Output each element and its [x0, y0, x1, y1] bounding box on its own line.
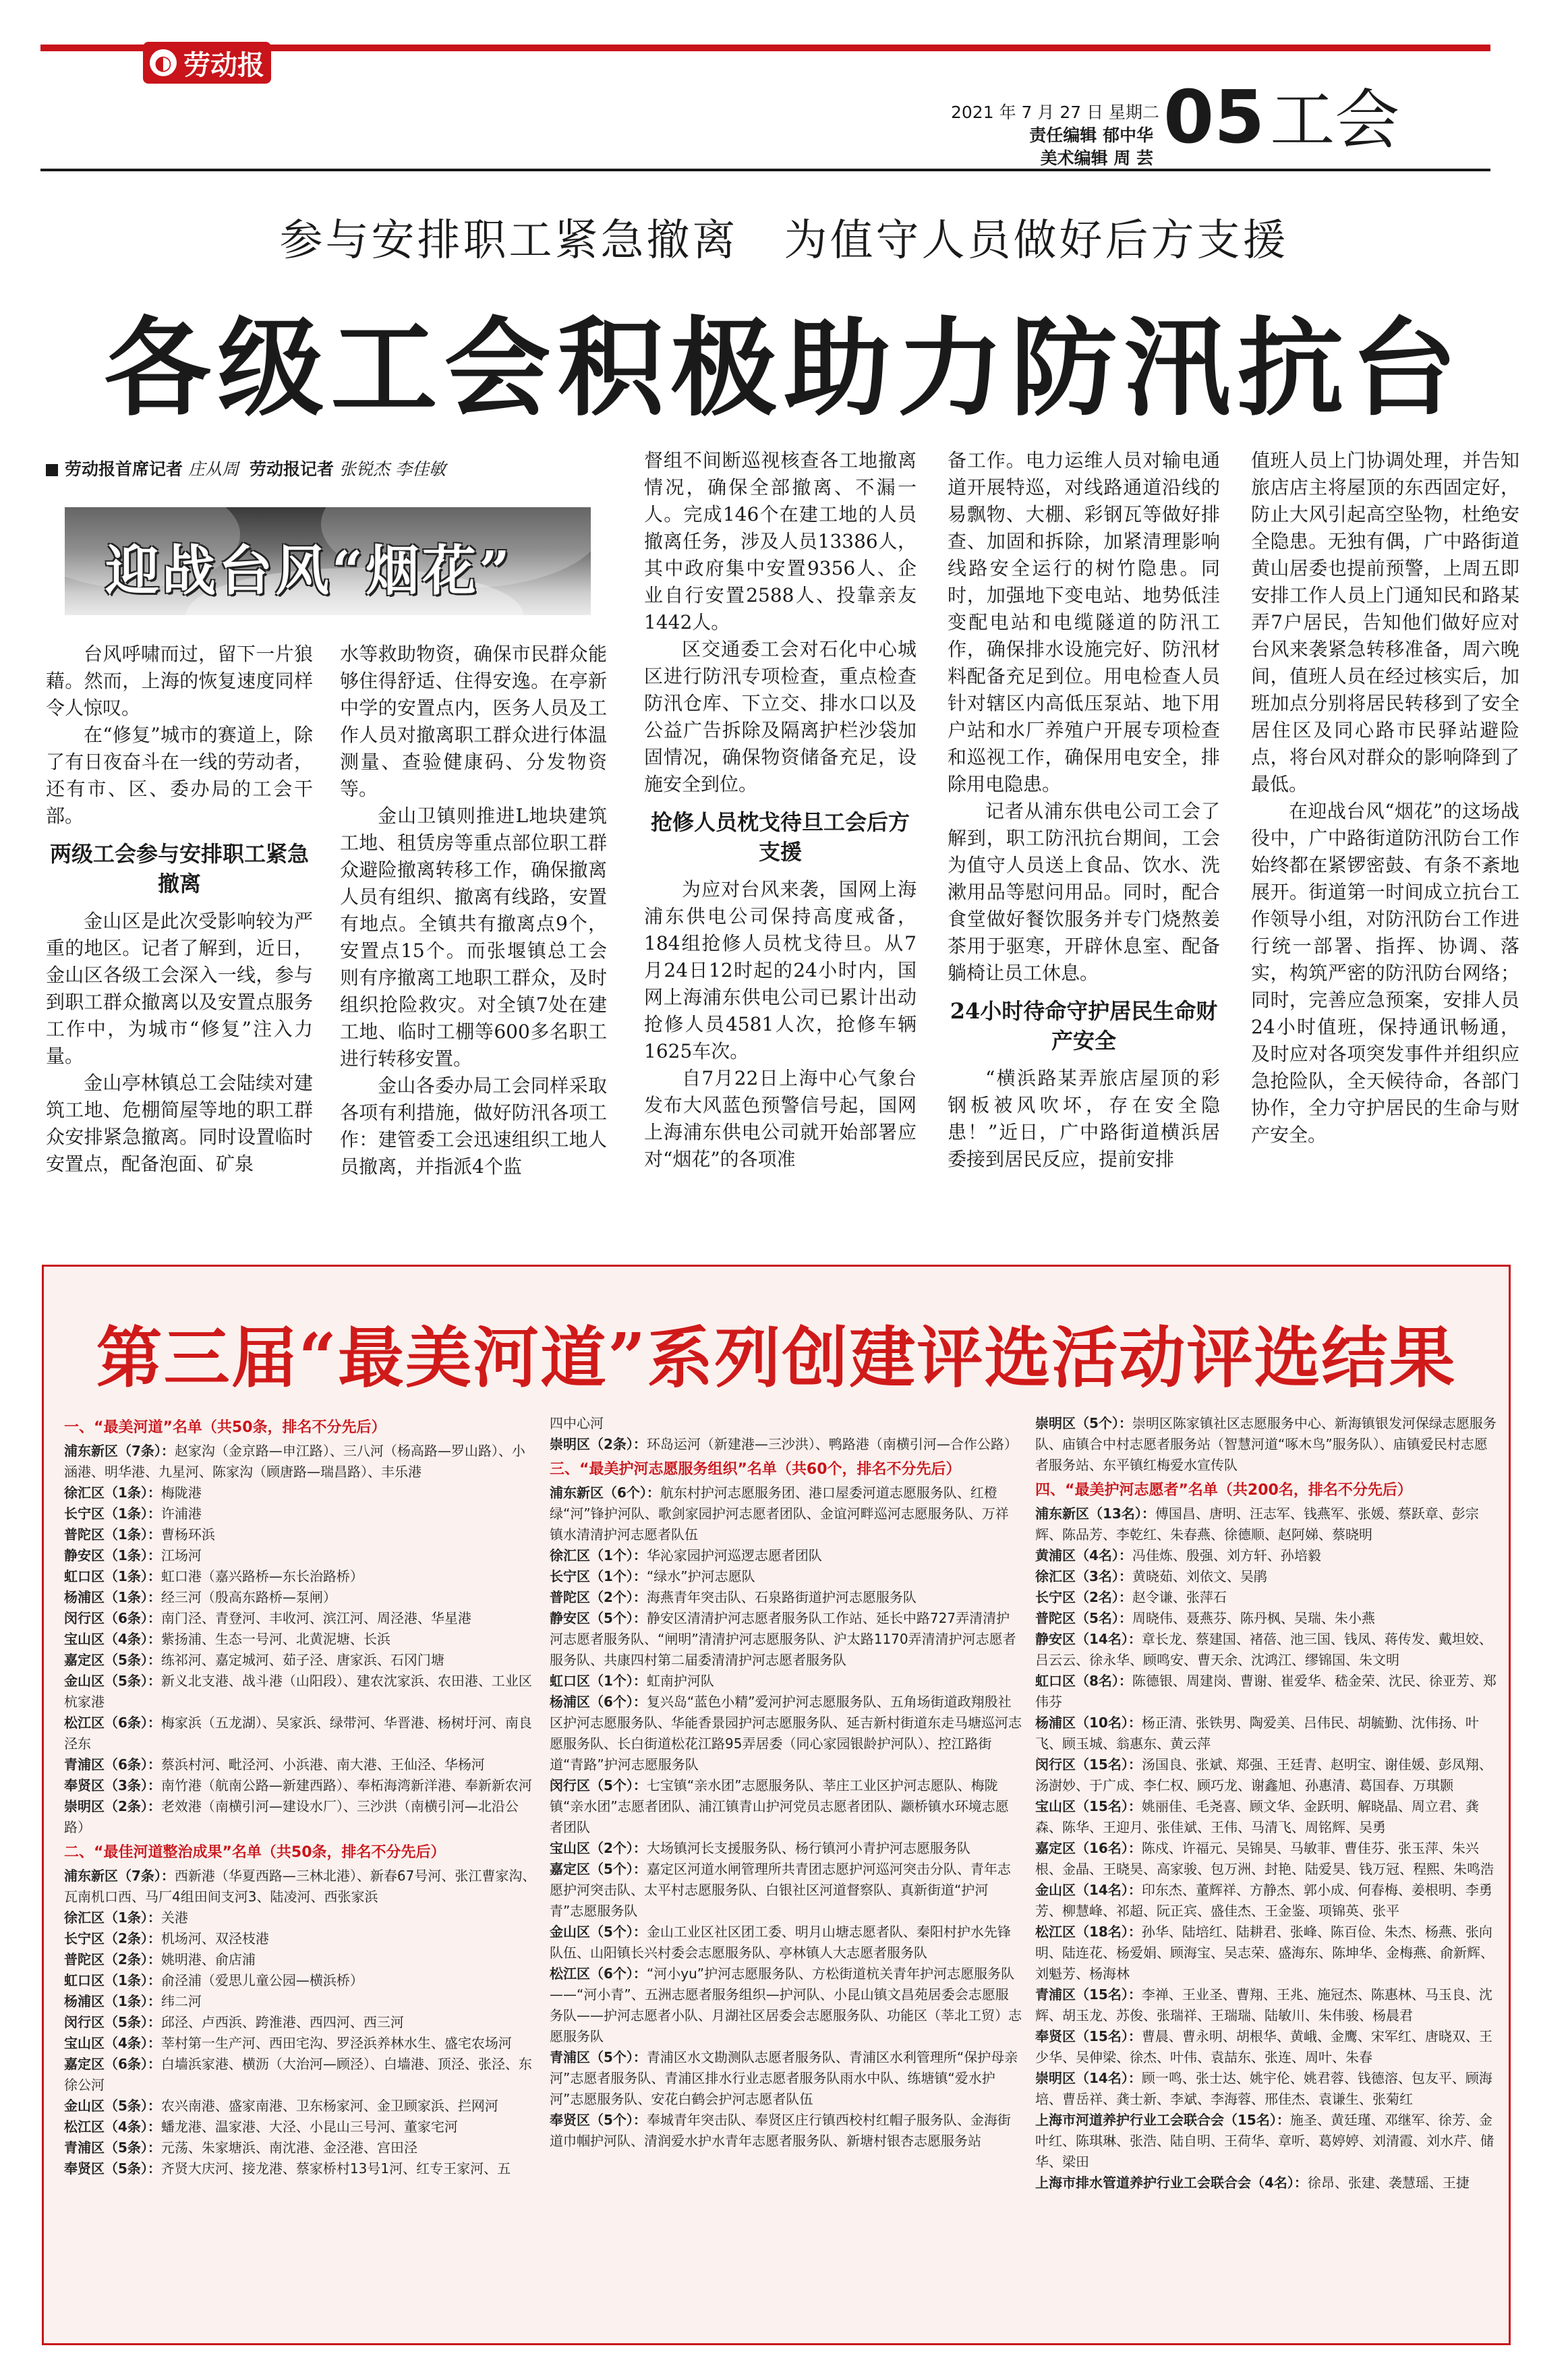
entry-list: 蟠龙港、温家港、大泾、小昆山三号河、董家宅河 [161, 2119, 458, 2135]
results-entry [64, 1587, 536, 1608]
entry-list: 江场河 [161, 1547, 202, 1563]
entry-list: 崇明区陈家镇社区志愿服务中心、新海镇银发河保绿志愿服务队、庙镇合中村志愿者服务站（智慧河道“啄木鸟”服务队）、庙镇爱民村志愿者服务站、东平镇红梅爱水宣传队 [1035, 1415, 1497, 1473]
results-entry [64, 1608, 536, 1629]
section-heading: 24小时待命守护居民生命财产安全 [950, 998, 1218, 1054]
district-label: 徐汇区（1个）： [550, 1547, 647, 1563]
district-label: 松江区（6条）： [64, 1715, 161, 1731]
results-entry [550, 1671, 1022, 1692]
district-label: 静安区（5个）： [550, 1610, 647, 1626]
entry-list: 章长龙、蔡建国、褚蓓、池三国、钱凤、蒋传发、戴坦姣、吕云云、徐永华、顾鸣安、曹天余、沈鸿江、缪锦国、朱文明 [1035, 1631, 1492, 1668]
results-entry [1035, 2110, 1501, 2173]
art-editor-credit: 美术编辑 周 芸 [1040, 148, 1153, 168]
district-label: 青浦区（6条）： [64, 1756, 161, 1773]
results-entry [64, 2158, 536, 2179]
page-number: 05 [1163, 76, 1265, 160]
entry-list: 奉城青年突击队、奉贤区庄行镇西校村红帽子服务队、金海街道巾帼护河队、清润爱水护水青年志愿者服务队、新塘村银杏志愿服务站 [550, 2112, 1011, 2149]
district-label: 虹口区（8名）： [1035, 1673, 1132, 1689]
article-subhead: 参与安排职工紧急撤离 为值守人员做好后方支援 [279, 216, 1289, 266]
results-section-heading: 二、“最佳河道整治成果”名单（共50条，排名不分先后） [64, 1844, 446, 1861]
district-label: 奉贤区（5条）： [64, 2160, 161, 2177]
district-label: 松江区（4条）： [64, 2119, 161, 2135]
district-label: 金山区（5个）： [550, 1924, 647, 1940]
results-entry [64, 1545, 536, 1566]
results-entry [1035, 1796, 1501, 1838]
entry-list: 曹杨环浜 [161, 1526, 215, 1543]
results-entry [64, 1866, 536, 1907]
district-label: 松江区（6个）： [550, 1965, 647, 1982]
paragraph: 备工作。电力运维人员对输电通道开展特巡，对线路通道沿线的易飘物、大棚、彩钢瓦等做好排查、加固和拆除，加紧清理影响线路安全运行的树竹隐患。同时，加强地下变电站、地势低洼变配电站和电缆隧道的防汛工作，确保排水设施完好、防汛材料配备充足到位。用电检查人员针对辖区内高低压泵站、地下用户站和水厂养殖户开展专项检查和巡视工作，确保用电安全，排除用电隐患。 [948, 449, 1220, 795]
district-label: 奉贤区（5个）： [550, 2112, 647, 2128]
results-section-heading: 四、“最美护河志愿者”名单（共200名，排名不分先后） [1035, 1482, 1412, 1499]
entry-list: 新义北支港、战斗港（山阳段）、建农沈家浜、农田港、工业区杭家港 [64, 1673, 532, 1710]
entry-list: 傅国昌、唐明、汪志军、钱燕军、张媛、蔡跃章、彭宗辉、陈品芳、李乾红、朱春燕、徐德顺、赵阿娣、蔡晓明 [1035, 1505, 1479, 1543]
entry-list: 练祁河、嘉定城河、茹子泾、唐家浜、石冈门塘 [161, 1652, 444, 1668]
edition-info [951, 101, 1160, 170]
results-entry [1035, 1671, 1501, 1713]
district-label: 崇明区（14名）： [1035, 2070, 1142, 2086]
section-name: 工会 [1270, 82, 1400, 158]
entry-list: 虹口港（嘉兴路桥—东长治路桥） [161, 1568, 364, 1584]
district-label: 普陀区（1条）： [64, 1526, 161, 1543]
paragraph: 为应对台风来袭，国网上海浦东供电公司保持高度戒备，184组抢修人员枕戈待旦。从7月24日12时起的24小时内，国网上海浦东供电公司已累计出动抢修人员4581人次，抢修车辆1625车次。 [644, 878, 917, 1062]
paragraph: 记者从浦东供电公司工会了解到，职工防汛抗台期间，工会为值守人员送上食品、饮水、洗漱用品等慰问用品。同时，配合食堂做好餐饮服务并专门烧熬姜茶用于驱寒，开辟休息室、配备躺椅让员工休息。 [948, 800, 1220, 984]
byline-name-2: 张锐杰 李佳敏 [339, 459, 446, 479]
district-label: 徐汇区（1条）： [64, 1909, 161, 1926]
results-entry [550, 1608, 1022, 1671]
entry-list: 施圣、黄廷瑾、邓继军、徐芳、金叶红、陈琪琳、张浩、陆自明、王荷华、章听、葛婷婷、刘清霞、刘水芹、储华、梁田 [1035, 2112, 1494, 2170]
district-label: 虹口区（1条）： [64, 1568, 161, 1584]
entry-list: 航东村护河志愿服务团、港口屋委河道志愿服务队、红橙绿“河”锋护河队、歌剑家园护河志愿者团队、金谊河畔巡河志愿服务队、万祥镇水清清护河志愿者队伍 [550, 1485, 1009, 1543]
results-entry [64, 2117, 536, 2137]
paragraph: 金山各委办局工会同样采取各项有利措施，做好防汛各项工作：建管委工会迅速组织工地人员撤离，并指派4个监 [340, 1074, 607, 1178]
district-label: 普陀区（2条）： [64, 1951, 161, 1967]
paragraph: 金山亭林镇总工会陆续对建筑工地、危棚简屋等地的职工群众安排紧急撤离。同时设置临时安置点，配备泡面、矿泉 [46, 1072, 313, 1175]
results-entry [64, 2012, 536, 2033]
results-entry [64, 2054, 536, 2096]
district-label: 长宁区（2条）： [64, 1930, 161, 1947]
entry-list: 孙华、陆培红、陆耕君、张峰、陈百俭、朱杰、杨燕、张向明、陆连花、杨爱娟、顾海宝、吴志荣、盛海东、陈坤华、金梅燕、俞新辉、刘魁芳、杨海林 [1035, 1924, 1494, 1982]
entry-list: 机场河、双泾枝港 [161, 1930, 269, 1947]
entry-list: 复兴岛“蓝色小精”爱河护河志愿服务队、五角场街道政翔殷社区护河志愿服务队、华能香景园护河志愿服务队、延吉新村街道东走马塘巡河志愿服务队、长白街道松花江路95弄居委（同心家园银龄护河队）、控江路街道“青路”护河志愿服务队 [550, 1694, 1022, 1773]
district-label: 长宁区（1个）： [550, 1568, 647, 1584]
results-entry-continuation: 四中心河 [550, 1415, 604, 1431]
entry-list: 邱泾、卢西浜、跨淮港、西四河、西三河 [161, 2014, 404, 2030]
district-label: 杨浦区（1条）： [64, 1993, 161, 2009]
entry-list: 环岛运河（新建港—三沙洪）、鸭路港（南横引河—合作公路） [646, 1436, 1018, 1452]
district-label: 崇明区（2条）： [550, 1436, 647, 1452]
district-label: 徐汇区（1条）： [64, 1485, 161, 1501]
entry-list: 南竹港（航南公路—新建西路）、奉柘海湾新洋港、奉新新农河 [161, 1777, 532, 1793]
entry-list: 关港 [161, 1909, 188, 1926]
district-label: 青浦区（5个）： [550, 2049, 647, 2065]
article-headline: 各级工会积极助力防汛抗台 [104, 306, 1464, 431]
results-entry [1035, 1838, 1501, 1880]
district-label: 嘉定区（5个）： [550, 1861, 647, 1877]
results-entry [550, 1483, 1022, 1545]
entry-list: 华沁家园护河巡逻志愿者团队 [646, 1547, 822, 1563]
district-label: 长宁区（1条）： [64, 1505, 161, 1522]
district-label: 奉贤区（3条）： [64, 1777, 161, 1793]
results-section-heading: 三、“最美护河志愿服务组织”名单（共60个，排名不分先后） [550, 1461, 961, 1478]
district-label: 普陀区（5名）： [1035, 1610, 1132, 1626]
entry-list: “河小yu”护河志愿服务队、方松街道杭关青年护河志愿服务队——“河小青”、五洲志愿者服务组织—护河队、小昆山镇文昌苑居委会志愿服务队——护河志愿者小队、月湖社区居委会志愿服务队、功能区（莘北工贸）志愿服务队 [550, 1965, 1022, 2044]
entry-list: 黄晓茹、刘依文、吴鹃 [1132, 1568, 1267, 1584]
entry-list: 西新港（华夏西路—三林北港）、新春67号河、张江曹家沟、瓦南机口西、马厂4组田间支河3、陆凌河、西张家浜 [64, 1868, 536, 1905]
district-label: 杨浦区（6个）： [550, 1694, 647, 1710]
entry-list: 梅陇港 [161, 1485, 202, 1501]
results-entry [1035, 1608, 1501, 1629]
results-entry [1035, 1713, 1501, 1754]
entry-list: 印东杰、董辉祥、方静杰、郭小成、何春梅、姜根明、李勇芳、柳慧峰、祁超、阮正宾、盛佳杰、王金鉴、项锦英、张平 [1035, 1882, 1492, 1919]
entry-list: 汤国良、张斌、郑强、王廷青、赵明宝、谢佳媛、彭凤翔、汤澍妙、于广成、李仁权、顾巧龙、谢鑫旭、孙惠清、葛国春、万琪颢 [1035, 1756, 1492, 1793]
district-label: 闵行区（6条）： [64, 1610, 161, 1626]
district-label: 长宁区（2名）： [1035, 1589, 1132, 1605]
entry-list: 陈德银、周建岗、曹谢、崔爱华、嵇金荣、沈民、徐亚芳、郑伟芬 [1035, 1673, 1497, 1710]
entry-list: 嘉定区河道水闸管理所共青团志愿护河巡河突击分队、青年志愿护河突击队、太平村志愿服务队、白银社区河道督察队、真新街道“护河青”志愿服务队 [550, 1861, 1011, 1919]
entry-list: 俞泾浦（爱思儿童公园—横浜桥） [161, 1972, 364, 1988]
results-entry [64, 1713, 536, 1754]
results-entry [1035, 1545, 1501, 1566]
results-entry [550, 1775, 1022, 1838]
results-entry [64, 1566, 536, 1587]
results-entry [64, 1483, 536, 1503]
district-label: 松江区（18名）： [1035, 1924, 1142, 1940]
results-entry [64, 1907, 536, 1928]
results-entry [1035, 1984, 1501, 2026]
paragraph: 值班人员上门协调处理，并告知旅店店主将屋顶的东西固定好，防止大风引起高空坠物，杜绝安全隐患。无独有偶，广中路街道黄山居委也提前预警，上周五即安排工作人员上门通知民和路某弄7户居民，告知他们做好应对台风来袭紧急转移准备，周六晚间，值班人员在经过核实后，加班加点分别将居民转移到了安全居住区及同心路市民驿站避险点，将台风对群众的影响降到了最低。 [1251, 449, 1519, 795]
district-label: 静安区（1条）： [64, 1547, 161, 1563]
district-label: 青浦区（15名）： [1035, 1986, 1142, 2003]
results-entry [550, 1587, 1022, 1608]
byline-name-1: 庄从周 [188, 459, 239, 479]
entry-list: 蔡浜村河、毗泾河、小浜港、南大港、王仙泾、华杨河 [161, 1756, 485, 1773]
entry-list: 曹晨、曹永明、胡根华、黄峨、金鹰、宋军红、唐晓双、王少华、吴伸梁、徐杰、叶伟、袁喆东、张连、周叶、朱春 [1035, 2028, 1492, 2065]
results-entry [64, 1991, 536, 2012]
entry-list: 冯佳炼、殷强、刘方轩、孙培毅 [1132, 1547, 1321, 1563]
district-label: 金山区（14名）： [1035, 1882, 1142, 1898]
entry-list: 海燕青年突击队、石泉路街道护河志愿服务队 [646, 1589, 917, 1605]
results-entry [64, 1629, 536, 1650]
results-entry [550, 2110, 1022, 2152]
district-label: 金山区（5条）： [64, 1673, 161, 1689]
paragraph: 区交通委工会对石化中心城区进行防汛专项检查，重点检查防汛仓库、下立交、排水口以及公益广告拆除及隔离护栏沙袋加固情况，确保物资储备充足，设施安全到位。 [644, 638, 917, 795]
results-entry [1035, 1880, 1501, 1922]
results-entry [1035, 1587, 1501, 1608]
article-column-5 [1251, 447, 1519, 1149]
results-entry [64, 1796, 536, 1838]
results-entry [64, 1503, 536, 1524]
entry-list: 青浦区水文勘测队志愿者服务队、青浦区水利管理所“保护母亲河”志愿者服务队、青浦区排水行业志愿者服务队雨水中队、练塘镇“爱水护河”志愿服务队、安花白鹤会护河志愿者队伍 [550, 2049, 1018, 2107]
entry-list: 南门泾、青登河、丰收河、滨江河、周泾港、华星港 [161, 1610, 471, 1626]
entry-list: 农兴南港、盛家南港、卫东杨家河、金卫顾家浜、拦网河 [161, 2098, 498, 2114]
results-entry [64, 1650, 536, 1671]
district-label: 宝山区（2个）： [550, 1840, 647, 1856]
entry-list: 周晓伟、聂燕芬、陈丹枫、吴瑞、朱小燕 [1132, 1610, 1375, 1626]
article-column-4 [948, 447, 1220, 1173]
results-entry [64, 1524, 536, 1545]
results-entry [64, 1441, 536, 1483]
district-label: 上海市排水管道养护行业工会联合会（4名）： [1035, 2175, 1308, 2191]
results-entry [550, 1859, 1022, 1922]
district-label: 闵行区（15名）： [1035, 1756, 1142, 1773]
results-entry [550, 1692, 1022, 1775]
byline [46, 456, 457, 480]
article-column-3 [644, 447, 917, 1173]
district-label: 崇明区（5个）： [1035, 1415, 1132, 1431]
results-entry [1035, 1922, 1501, 1984]
results-entry [64, 2096, 536, 2117]
entry-list: 陈戍、许福元、吴锦昊、马敏菲、曹佳芬、张玉萍、朱兴根、金晶、王晓昊、高家骏、包万洲、封艳、陆爱昊、钱万冠、程熙、朱鸣浩 [1035, 1840, 1494, 1877]
entry-list: 元荡、朱家塘浜、南沈港、金泾港、宫田泾 [161, 2139, 417, 2156]
section-heading: 两级工会参与安排职工紧急撤离 [49, 841, 309, 896]
entry-list: 李禅、王业圣、曹翔、王兆、施冠杰、陈惠林、马玉良、沈辉、胡玉龙、苏俊、张瑞祥、王瑞瑞、陆敏川、朱伟骏、杨晨君 [1035, 1986, 1492, 2023]
section-heading: 抢修人员枕戈待旦工会后方支援 [650, 809, 910, 865]
results-entry [64, 1970, 536, 1991]
district-label: 奉贤区（15名）： [1035, 2028, 1142, 2044]
banner-title: 迎战台风“烟花” [105, 539, 513, 602]
district-label: 浦东新区（7条）： [64, 1443, 175, 1459]
results-entry [64, 2033, 536, 2054]
results-section-heading: 一、“最美河道”名单（共50条，排名不分先后） [64, 1419, 386, 1436]
page-label [1163, 76, 1400, 160]
results-column-1 [64, 1413, 536, 2179]
article-column-2 [340, 641, 607, 1180]
entry-list: 徐昂、张建、袭慧瑶、王捷 [1307, 2175, 1470, 2191]
masthead [143, 42, 271, 84]
entry-list: 紫扬浦、生态一号河、北黄泥塘、长浜 [161, 1631, 390, 1647]
results-entry [1035, 1566, 1501, 1587]
entry-list: 姚丽佳、毛尧喜、顾文华、金跃明、解晓晶、周立君、龚森、陈华、王迎月、张佳斌、王伟、马清飞、周铭辉、吴勇 [1035, 1798, 1479, 1835]
district-label: 杨浦区（10名）： [1035, 1715, 1142, 1731]
results-entry [550, 1434, 1022, 1455]
entry-list: 梅家浜（五龙湖）、吴家浜、绿带河、华晋港、杨树圩河、南良泾东 [64, 1715, 532, 1752]
entry-list: 虹南护河队 [646, 1673, 714, 1689]
district-label: 金山区（5条）： [64, 2098, 161, 2114]
results-entry [550, 1963, 1022, 2047]
results-entry [550, 2047, 1022, 2110]
entry-list: 大场镇河长支援服务队、杨行镇河小青护河志愿服务队 [646, 1840, 970, 1856]
paragraph: 督组不间断巡视核查各工地撤离情况，确保全部撤离、不漏一人。完成146个在建工地的人员撤离任务，涉及人员13386人，其中政府集中安置9356人、企业自行安置2588人、投靠亲友1442人。 [644, 449, 917, 633]
results-entry [1035, 2173, 1501, 2193]
results-entry [1035, 1754, 1501, 1796]
entry-list: 姚明港、俞店浦 [161, 1951, 256, 1967]
district-label: 徐汇区（3名）： [1035, 1568, 1132, 1584]
entry-list: 许浦港 [161, 1505, 202, 1522]
entry-list: 经三河（殷高东路桥—泵闸） [161, 1589, 337, 1605]
entry-list: 顾一鸣、张士达、姚宇伦、姚君蓉、钱德溶、包友平、顾海培、曹岳祥、龚士新、李斌、李海蓉、邢佳杰、袁谦生、张菊红 [1035, 2070, 1492, 2107]
district-label: 浦东新区（13名）： [1035, 1505, 1155, 1522]
district-label: 黄浦区（4名）： [1035, 1547, 1132, 1563]
paragraph: “横浜路某弄旅店屋顶的彩钢板被风吹坏，存在安全隐患！”近日，广中路街道横浜居委接到居民反应，提前安排 [948, 1067, 1220, 1170]
entry-list: 老效港（南横引河—建设水厂）、三沙洪（南横引河—北沿公路） [64, 1798, 519, 1835]
district-label: 杨浦区（1条）： [64, 1589, 161, 1605]
district-label: 崇明区（2条）： [64, 1798, 161, 1814]
results-entry [1035, 2026, 1501, 2068]
district-label: 虹口区（1条）： [64, 1972, 161, 1988]
entry-list: 白墙浜家港、横沥（大治河—顾泾）、白墙港、顶泾、张泾、东徐公河 [64, 2056, 532, 2093]
district-label: 闵行区（5个）： [550, 1777, 647, 1793]
entry-list: 静安区清清护河志愿者服务队工作站、延长中路727弄清清护河志愿者服务队、“闸明”清清护河志愿服务队、沪太路1170弄清清护河志愿者服务队、共康四村第二届委清清护河志愿者服务队 [550, 1610, 1016, 1668]
typhoon-banner [65, 507, 591, 615]
entry-list: “绿水”护河志愿队 [646, 1568, 755, 1584]
district-label: 浦东新区（6个）： [550, 1485, 660, 1501]
results-entry [64, 2137, 536, 2158]
district-label: 嘉定区（5条）： [64, 1652, 161, 1668]
issue-date: 2021 年 7 月 27 日 星期二 [951, 103, 1160, 122]
paragraph: 在迎战台风“烟花”的这场战役中，广中路街道防汛防台工作始终都在紧锣密鼓、有条不紊地展开。街道第一时间成立抗台工作领导小组，对防汛防台工作进行统一部署、指挥、协调、落实，构筑严密的防汛防台网络；同时，完善应急预案，安排人员24小时值班，保持通讯畅通，及时应对各项突发事件并组织应急抢险队，全天候待命，各部门协作，全力守护居民的生命与财产安全。 [1251, 800, 1519, 1146]
paragraph: 水等救助物资，确保市民群众能够住得舒适、住得安逸。在亭新中学的安置点内，医务人员及工作人员对撤离职工群众进行体温测量、查验健康码、分发物资等。 [340, 643, 607, 800]
results-entry [550, 1545, 1022, 1566]
entry-list: 纬二河 [161, 1993, 202, 2009]
district-label: 普陀区（2个）： [550, 1589, 647, 1605]
article-column-1 [46, 641, 313, 1178]
editor-credit: 责任编辑 郁中华 [1029, 125, 1153, 145]
district-label: 浦东新区（7条）： [64, 1868, 175, 1884]
entry-list: 七宝镇“亲水团”志愿服务队、莘庄工业区护河志愿队、梅陇镇“亲水团”志愿者团队、浦江镇青山护河党员志愿者团队、颛桥镇水环境志愿者团队 [550, 1777, 1009, 1835]
entry-list: 赵家沟（金京路—申江路）、三八河（杨高路—罗山路）、小涵港、明华港、九星河、陈家沟（顾唐路—瑞昌路）、丰乐港 [64, 1443, 525, 1480]
entry-list: 金山工业区社区团工委、明月山塘志愿者队、秦阳村护水先锋队伍、山阳镇长兴村委会志愿服务队、亭林镇人大志愿者服务队 [550, 1924, 1011, 1961]
byline-label-1: 劳动报首席记者 [65, 459, 183, 479]
paragraph: 金山区是此次受影响较为严重的地区。记者了解到，近日，金山区各级工会深入一线，参与到职工群众撤离以及安置点服务工作中，为城市“修复”注入力量。 [46, 910, 313, 1067]
results-title: 第三届“最美河道”系列创建评选活动评选结果 [96, 1319, 1457, 1397]
district-label: 虹口区（1个）： [550, 1673, 647, 1689]
results-entry [64, 1928, 536, 1949]
district-label: 闵行区（5条）： [64, 2014, 161, 2030]
results-entry [1035, 1503, 1501, 1545]
district-label: 宝山区（15名）： [1035, 1798, 1142, 1814]
district-label: 宝山区（4条）： [64, 1631, 161, 1647]
results-entry [1035, 1413, 1501, 1476]
paragraph: 自7月22日上海中心气象台发布大风蓝色预警信号起，国网上海浦东供电公司就开始部署应对“烟花”的各项准 [644, 1067, 917, 1170]
entry-list: 齐贤大庆河、接龙港、蔡家桥村13号1河、红专王家河、五 [161, 2160, 511, 2177]
results-entry [64, 1949, 536, 1970]
results-column-2 [550, 1413, 1022, 2152]
entry-list: 莘村第一生产河、西田宅沟、罗泾浜养林水生、盛宅农场河 [161, 2035, 512, 2051]
district-label: 宝山区（4条）： [64, 2035, 161, 2051]
byline-square-icon [46, 464, 58, 476]
paragraph: 台风呼啸而过，留下一片狼藉。然而，上海的恢复速度同样令人惊叹。 [46, 643, 313, 719]
results-entry [550, 1922, 1022, 1963]
district-label: 嘉定区（6条）： [64, 2056, 161, 2072]
results-entry [1035, 2068, 1501, 2110]
masthead-logo-icon: ◐ [150, 49, 177, 76]
entry-list: 杨正清、张铁男、陶爱美、吕伟民、胡毓勤、沈伟扬、叶飞、顾玉城、翁惠东、黄云萍 [1035, 1715, 1479, 1752]
district-label: 嘉定区（16名）： [1035, 1840, 1142, 1856]
entry-list: 赵令谦、张萍石 [1132, 1589, 1227, 1605]
results-column-3 [1035, 1413, 1501, 2193]
results-entry [64, 1775, 536, 1796]
byline-label-2: 劳动报记者 [250, 459, 335, 479]
results-entry [550, 1838, 1022, 1859]
results-entry [550, 1566, 1022, 1587]
results-entry [64, 1671, 536, 1713]
results-entry [64, 1754, 536, 1775]
district-label: 青浦区（5条）： [64, 2139, 161, 2156]
title-divider [40, 169, 1490, 171]
results-entry [1035, 1629, 1501, 1671]
district-label: 上海市河道养护行业工会联合会（15名）： [1035, 2112, 1290, 2128]
paper-name: 劳动报 [183, 49, 264, 81]
paragraph: 金山卫镇则推进L地块建筑工地、租赁房等重点部位职工群众避险撤离转移工作，确保撤离人员有组织、撤离有线路，安置有地点。全镇共有撤离点9个，安置点15个。而张堰镇总工会则有序撤离工地职工群众，及时组织抢险救灾。对全镇7处在建工地、临时工棚等600多名职工进行转移安置。 [340, 805, 607, 1070]
paragraph: 在“修复”城市的赛道上，除了有日夜奋斗在一线的劳动者，还有市、区、委办局的工会干部。 [46, 724, 313, 827]
district-label: 静安区（14名）： [1035, 1631, 1142, 1647]
